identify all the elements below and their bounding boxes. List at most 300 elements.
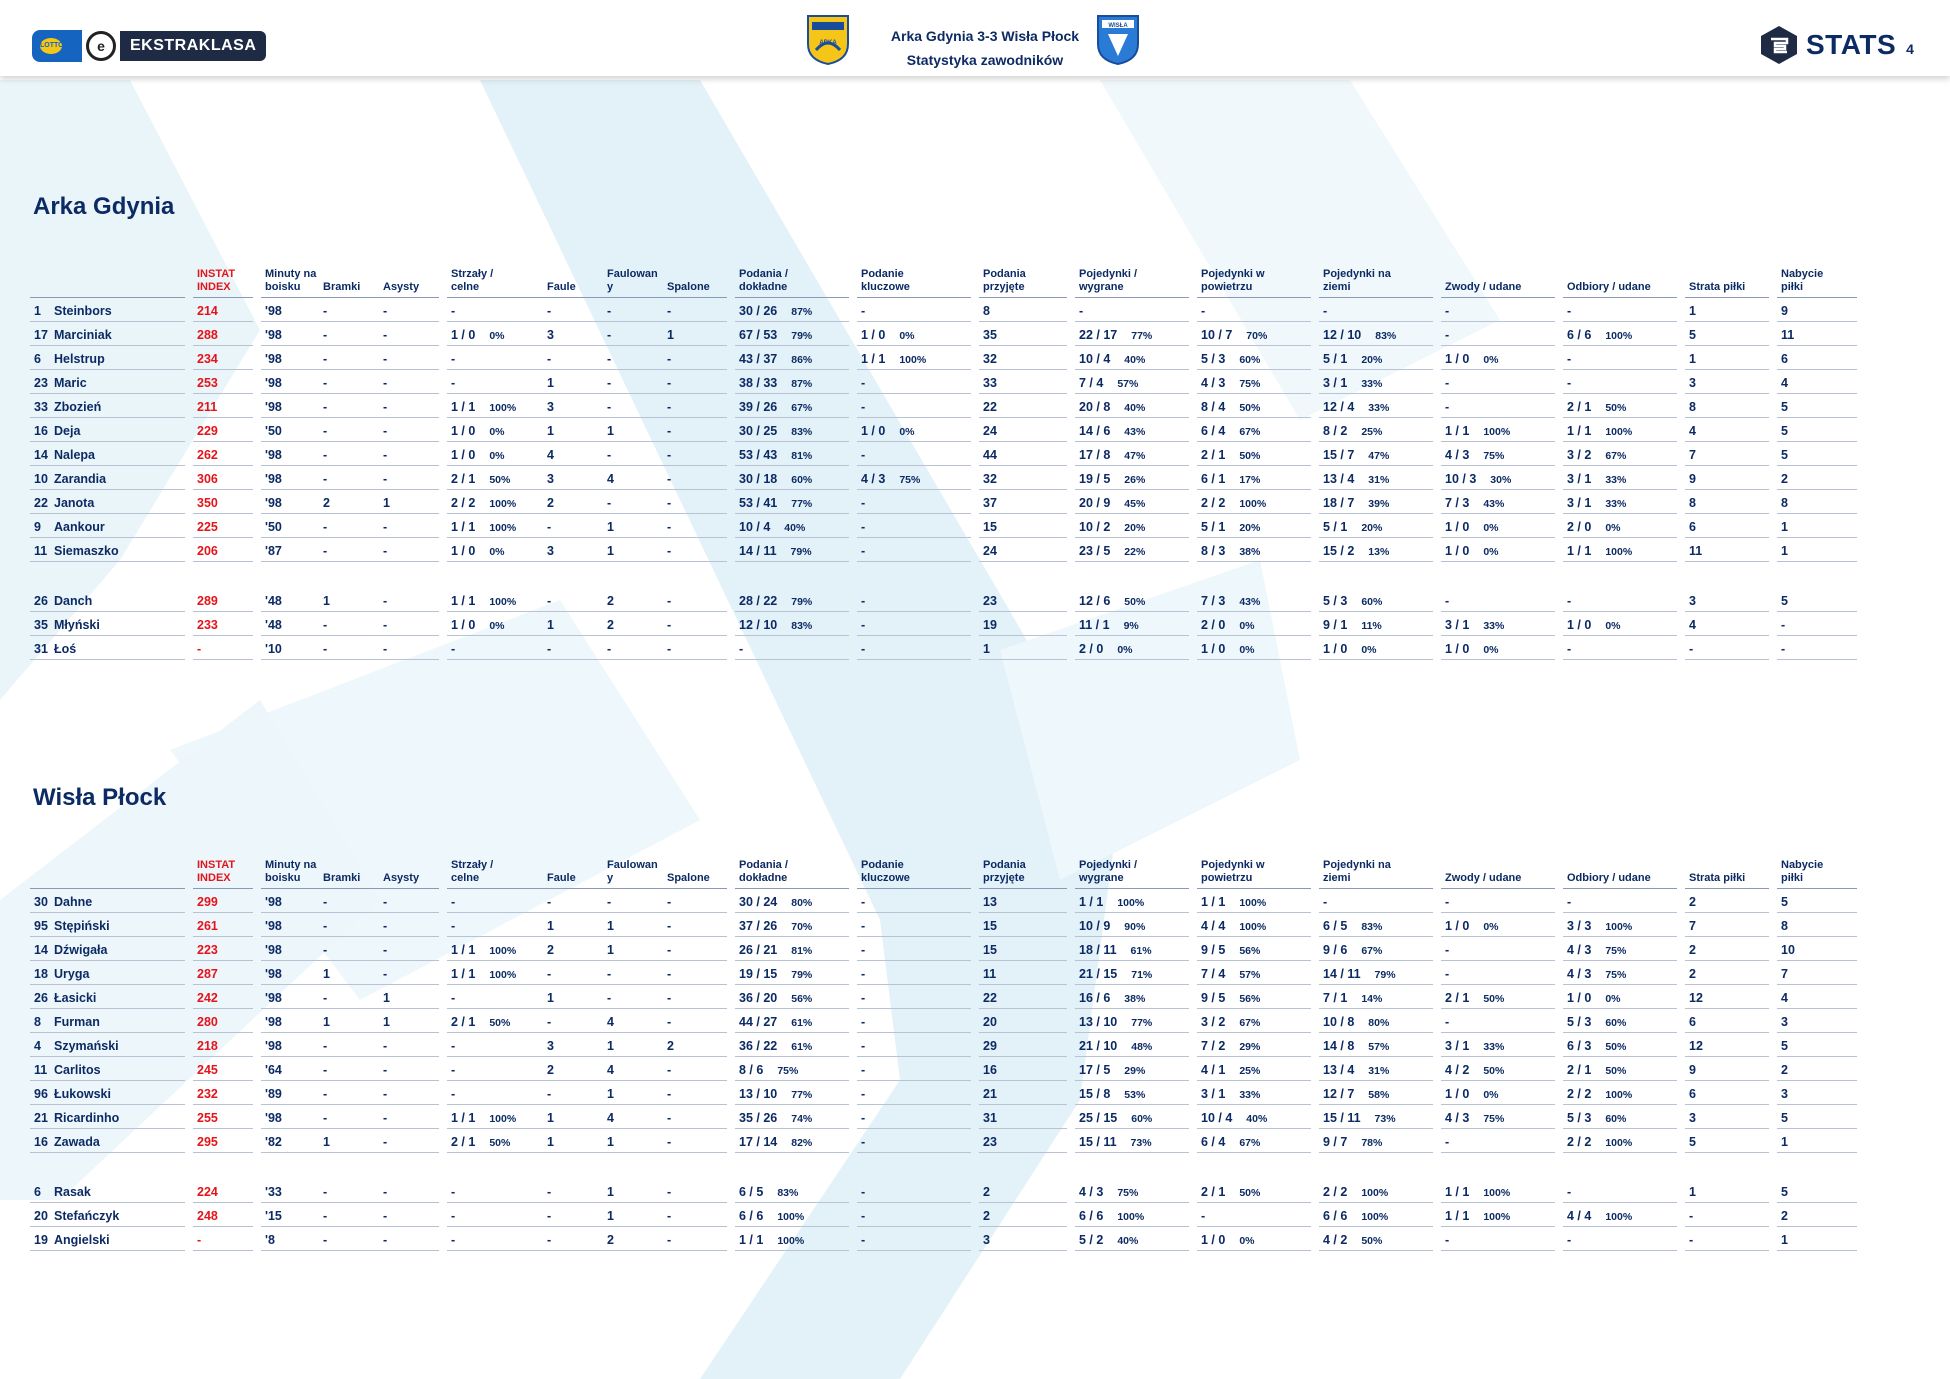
cell-fouled (603, 394, 663, 418)
cell-value: 4 / 3 (1567, 943, 1592, 957)
cell-gap (1769, 394, 1777, 418)
cell-value: - (607, 967, 612, 981)
cell-assists (379, 418, 439, 442)
cell-tackles (1563, 612, 1677, 636)
cell-passes (735, 490, 849, 514)
cell-value: 1 / 0 (861, 424, 886, 438)
cell-gap (1677, 1009, 1685, 1033)
cell-num (30, 1057, 50, 1081)
cell-value: 7 / 1 (1323, 991, 1348, 1005)
cell-gap (253, 1009, 261, 1033)
cell-recovered (1777, 961, 1857, 985)
cell-ground (1319, 442, 1433, 466)
cell-fouls (543, 937, 603, 961)
cell-gap (1433, 418, 1441, 442)
cell-duels (1075, 1009, 1189, 1033)
cell-value: 9 / 5 (1201, 943, 1226, 957)
cell-value: - (323, 618, 328, 632)
cell-value: - (323, 520, 328, 534)
cell-percent: 100% (1605, 1211, 1633, 1223)
cell-lost (1685, 1057, 1769, 1081)
cell-gap (727, 1033, 735, 1057)
cell-value: - (383, 1209, 388, 1223)
cell-value: - (451, 1087, 456, 1101)
cell-num (30, 466, 50, 490)
cell-percent: 47% (1124, 450, 1146, 462)
cell-shots (447, 442, 543, 466)
cell-dribbles (1441, 913, 1555, 937)
cell-value: Zbozień (54, 400, 102, 414)
cell-air (1197, 346, 1311, 370)
column-header-line: Nabycie (1781, 268, 1824, 280)
cell-value: 2 (667, 1039, 674, 1053)
cell-value: - (861, 1111, 866, 1125)
cell-duels (1075, 913, 1189, 937)
column-header-line: Faule (547, 281, 576, 293)
cell-min (261, 1179, 319, 1203)
column-header (979, 855, 1067, 889)
cell-min (261, 466, 319, 490)
cell-value: - (861, 1135, 866, 1149)
cell-value: 288 (197, 328, 218, 342)
cell-num (30, 889, 50, 913)
column-header-line: Bramki (323, 872, 361, 884)
cell-value: 1 / 1 (861, 352, 886, 366)
column-gap (253, 264, 261, 298)
cell-fouls (543, 1033, 603, 1057)
cell-value: - (861, 496, 866, 510)
cell-index (193, 985, 253, 1009)
cell-value: 4 / 2 (1445, 1063, 1470, 1077)
cell-value: 67 / 53 (739, 328, 778, 342)
cell-gap (1189, 1057, 1197, 1081)
cell-gap (1067, 370, 1075, 394)
cell-value: - (383, 895, 388, 909)
cell-received (979, 961, 1067, 985)
cell-fouled (603, 1129, 663, 1153)
cell-value: 232 (197, 1087, 218, 1101)
cell-index (193, 322, 253, 346)
cell-gap (185, 1179, 193, 1203)
cell-min (261, 1033, 319, 1057)
cell-value: - (383, 328, 388, 342)
cell-received (979, 1179, 1067, 1203)
cell-gap (1433, 961, 1441, 985)
cell-gap (1189, 1129, 1197, 1153)
cell-value: - (451, 991, 456, 1005)
cell-dribbles (1441, 370, 1555, 394)
table-row (30, 937, 1857, 961)
cell-percent: 57% (1239, 969, 1261, 981)
cell-gap (185, 612, 193, 636)
cell-goals (319, 346, 379, 370)
cell-lost (1685, 612, 1769, 636)
cell-value: 1 / 0 (451, 544, 476, 558)
cell-tackles (1563, 1203, 1677, 1227)
cell-gap (439, 1105, 447, 1129)
cell-received (979, 514, 1067, 538)
cell-lost (1685, 1129, 1769, 1153)
cell-assists (379, 466, 439, 490)
cell-value: - (1445, 895, 1450, 909)
cell-value: 1 (323, 594, 330, 608)
cell-gap (971, 1057, 979, 1081)
column-header (1197, 264, 1311, 298)
cell-value: 8 (1781, 919, 1788, 933)
cell-value: - (1781, 618, 1786, 632)
cell-percent: 43% (1239, 596, 1261, 608)
cell-assists (379, 937, 439, 961)
cell-value: 3 (1689, 594, 1696, 608)
cell-recovered (1777, 322, 1857, 346)
cell-air (1197, 612, 1311, 636)
cell-fouls (543, 322, 603, 346)
cell-percent: 0% (1605, 620, 1621, 632)
cell-gap (1067, 394, 1075, 418)
cell-value: 2 / 1 (1201, 448, 1226, 462)
cell-percent: 26% (1124, 474, 1146, 486)
cell-gap (1677, 1179, 1685, 1203)
cell-value: - (383, 943, 388, 957)
cell-value: 17 / 14 (739, 1135, 778, 1149)
cell-name (50, 612, 185, 636)
cell-gap (1555, 1203, 1563, 1227)
cell-value: 9 / 6 (1323, 943, 1348, 957)
cell-value: 6 / 1 (1201, 472, 1226, 486)
cell-value: 1 (607, 1185, 614, 1199)
cell-gap (1067, 1033, 1075, 1057)
cell-percent: 58% (1368, 1089, 1390, 1101)
cell-percent: 56% (791, 993, 813, 1005)
cell-gap (971, 937, 979, 961)
column-header (261, 264, 319, 298)
cell-gap (1433, 636, 1441, 660)
cell-fouls (543, 490, 603, 514)
cell-received (979, 370, 1067, 394)
column-header-line: Spalone (667, 281, 710, 293)
cell-dribbles (1441, 322, 1555, 346)
cell-value: 1 (547, 376, 554, 390)
cell-value: 19 / 5 (1079, 472, 1111, 486)
cell-value: - (323, 376, 328, 390)
cell-passes (735, 1129, 849, 1153)
cell-percent: 100% (489, 498, 517, 510)
cell-value: 9 (1689, 472, 1696, 486)
cell-goals (319, 322, 379, 346)
cell-shots (447, 1105, 543, 1129)
cell-value: 6 / 5 (739, 1185, 764, 1199)
cell-value: - (451, 304, 456, 318)
column-header-line: Podanie (861, 859, 904, 871)
column-header-line: Podania (983, 859, 1026, 871)
cell-goals (319, 442, 379, 466)
cell-received (979, 1009, 1067, 1033)
cell-gap (971, 538, 979, 562)
cell-value: 1 (607, 1209, 614, 1223)
cell-shots (447, 937, 543, 961)
column-header (193, 855, 253, 889)
cell-percent: 70% (1246, 330, 1268, 342)
cell-value: Zawada (54, 1135, 100, 1149)
cell-value: 1 (667, 328, 674, 342)
table-row (30, 913, 1857, 937)
cell-gap (727, 588, 735, 612)
cell-value: 4 / 3 (1079, 1185, 1104, 1199)
cell-duels (1075, 588, 1189, 612)
cell-lost (1685, 346, 1769, 370)
cell-goals (319, 466, 379, 490)
cell-min (261, 1081, 319, 1105)
column-header (30, 855, 50, 889)
cell-value: 10 / 4 (739, 520, 771, 534)
cell-gap (253, 490, 261, 514)
cell-gap (185, 298, 193, 322)
cell-gap (1433, 985, 1441, 1009)
cell-index (193, 514, 253, 538)
cell-gap (439, 442, 447, 466)
cell-recovered (1777, 985, 1857, 1009)
cell-value: - (1445, 1135, 1450, 1149)
cell-value: 3 (547, 472, 554, 486)
svg-text:WISŁA: WISŁA (1108, 23, 1128, 29)
cell-name (50, 1057, 185, 1081)
cell-value: - (451, 1233, 456, 1247)
cell-index (193, 612, 253, 636)
cell-goals (319, 985, 379, 1009)
cell-percent: 75% (1117, 1187, 1139, 1199)
cell-fouls (543, 418, 603, 442)
cell-percent: 0% (1605, 522, 1621, 534)
cell-assists (379, 612, 439, 636)
cell-value: - (607, 496, 612, 510)
cell-gap (1769, 538, 1777, 562)
cell-percent: 20% (1124, 522, 1146, 534)
cell-value: 6 (1689, 520, 1696, 534)
cell-min (261, 394, 319, 418)
cell-fouls (543, 346, 603, 370)
cell-value: 14 / 6 (1079, 424, 1111, 438)
column-header-line: wygrane (1079, 872, 1124, 884)
cell-gap (1067, 1105, 1075, 1129)
cell-percent: 100% (1361, 1211, 1389, 1223)
cell-name (50, 442, 185, 466)
cell-value: - (383, 544, 388, 558)
lotto-logo: LOTTO (32, 30, 82, 62)
cell-gap (727, 346, 735, 370)
cell-value: 223 (197, 943, 218, 957)
cell-value: 1 / 1 (1445, 1185, 1470, 1199)
cell-percent: 33% (1483, 620, 1505, 632)
cell-percent: 33% (1361, 378, 1383, 390)
cell-name (50, 985, 185, 1009)
cell-value: 30 / 25 (739, 424, 778, 438)
cell-value: - (1445, 400, 1450, 414)
cell-value: - (667, 1111, 672, 1125)
cell-fouled (603, 636, 663, 660)
cell-key (857, 370, 971, 394)
cell-value: Łasicki (54, 991, 97, 1005)
cell-value: 1 / 1 (451, 943, 476, 957)
cell-ground (1319, 588, 1433, 612)
cell-gap (1189, 442, 1197, 466)
cell-min (261, 418, 319, 442)
cell-name (50, 514, 185, 538)
cell-gap (1311, 370, 1319, 394)
table-row (30, 588, 1857, 612)
cell-duels (1075, 538, 1189, 562)
cell-index (193, 636, 253, 660)
cell-value: 37 / 26 (739, 919, 778, 933)
cell-air (1197, 442, 1311, 466)
column-header-line: kluczowe (861, 281, 910, 293)
cell-percent: 0% (489, 546, 505, 558)
cell-num (30, 346, 50, 370)
cell-ground (1319, 370, 1433, 394)
cell-index (193, 913, 253, 937)
cell-gap (849, 636, 857, 660)
cell-gap (1769, 1009, 1777, 1033)
cell-offsides (663, 636, 727, 660)
cell-passes (735, 1009, 849, 1033)
cell-value: - (451, 352, 456, 366)
column-gap (185, 855, 193, 889)
cell-gap (1677, 1033, 1685, 1057)
cell-index (193, 1129, 253, 1153)
cell-value: 5 / 2 (1079, 1233, 1104, 1247)
column-gap (971, 264, 979, 298)
cell-lost (1685, 636, 1769, 660)
cell-tackles (1563, 1105, 1677, 1129)
cell-recovered (1777, 370, 1857, 394)
cell-fouled (603, 588, 663, 612)
cell-value: 11 (1689, 544, 1703, 558)
cell-value: - (1323, 304, 1328, 318)
cell-gap (439, 612, 447, 636)
cell-key (857, 514, 971, 538)
column-header (663, 855, 727, 889)
cell-value: '50 (265, 520, 282, 534)
cell-value: 13 / 10 (739, 1087, 778, 1101)
cell-value: - (323, 1063, 328, 1077)
cell-fouled (603, 322, 663, 346)
cell-lost (1685, 937, 1769, 961)
cell-value: 5 / 1 (1323, 352, 1348, 366)
cell-gap (439, 937, 447, 961)
cell-shots (447, 889, 543, 913)
cell-percent: 81% (791, 945, 813, 957)
cell-percent: 100% (1483, 1211, 1511, 1223)
cell-key (857, 889, 971, 913)
cell-value: - (1567, 594, 1572, 608)
cell-goals (319, 937, 379, 961)
cell-value: 30 / 24 (739, 895, 778, 909)
cell-lost (1685, 418, 1769, 442)
cell-gap (1433, 937, 1441, 961)
cell-percent: 0% (1483, 354, 1499, 366)
cell-value: 21 / 15 (1079, 967, 1118, 981)
cell-ground (1319, 418, 1433, 442)
cell-goals (319, 1009, 379, 1033)
cell-fouls (543, 612, 603, 636)
cell-gap (1067, 298, 1075, 322)
column-gap (439, 855, 447, 889)
cell-num (30, 913, 50, 937)
cell-gap (849, 370, 857, 394)
cell-num (30, 1179, 50, 1203)
cell-gap (253, 466, 261, 490)
cell-index (193, 1227, 253, 1251)
cell-assists (379, 394, 439, 418)
cell-gap (1555, 1105, 1563, 1129)
cell-dribbles (1441, 394, 1555, 418)
cell-gap (1311, 322, 1319, 346)
cell-gap (1677, 514, 1685, 538)
cell-shots (447, 1057, 543, 1081)
cell-value: - (323, 1087, 328, 1101)
cell-goals (319, 1129, 379, 1153)
cell-value: Ricardinho (54, 1111, 120, 1125)
cell-gap (971, 1179, 979, 1203)
cell-value: - (861, 1039, 866, 1053)
cell-gap (1433, 1009, 1441, 1033)
cell-value: '87 (265, 544, 282, 558)
cell-gap (849, 1009, 857, 1033)
cell-gap (185, 418, 193, 442)
cell-value: 1 (323, 1015, 330, 1029)
cell-value: 1 / 0 (1445, 352, 1470, 366)
team-title-arka: Arka Gdynia (33, 193, 175, 220)
cell-value: Carlitos (54, 1063, 101, 1077)
cell-value: 10 / 4 (1079, 352, 1111, 366)
cell-goals (319, 1081, 379, 1105)
cell-gap (1677, 370, 1685, 394)
cell-value: 1 / 1 (1445, 1209, 1470, 1223)
cell-value: 295 (197, 1135, 218, 1149)
cell-value: 20 / 8 (1079, 400, 1111, 414)
cell-value: - (861, 1063, 866, 1077)
cell-percent: 40% (1124, 354, 1146, 366)
cell-tackles (1563, 1009, 1677, 1033)
cell-value: 11 (34, 544, 48, 558)
header-bar (0, 0, 1950, 76)
cell-min (261, 490, 319, 514)
cell-value: 2 / 1 (1201, 1185, 1226, 1199)
cell-gap (727, 1227, 735, 1251)
cell-gap (727, 636, 735, 660)
cell-percent: 73% (1130, 1137, 1152, 1149)
cell-value: - (323, 895, 328, 909)
cell-value: - (861, 967, 866, 981)
cell-ground (1319, 1105, 1433, 1129)
cell-gap (727, 490, 735, 514)
cell-gap (439, 588, 447, 612)
cell-gap (849, 1203, 857, 1227)
cell-gap (1555, 889, 1563, 913)
cell-gap (1769, 1105, 1777, 1129)
cell-num (30, 1227, 50, 1251)
cell-value: - (667, 642, 672, 656)
cell-index (193, 1081, 253, 1105)
cell-shots (447, 490, 543, 514)
cell-gap (1677, 636, 1685, 660)
cell-gap (1769, 322, 1777, 346)
cell-index (193, 937, 253, 961)
cell-gap (253, 913, 261, 937)
cell-gap (1555, 466, 1563, 490)
cell-gap (971, 1129, 979, 1153)
cell-gap (1189, 1227, 1197, 1251)
cell-value: 32 (983, 472, 997, 486)
